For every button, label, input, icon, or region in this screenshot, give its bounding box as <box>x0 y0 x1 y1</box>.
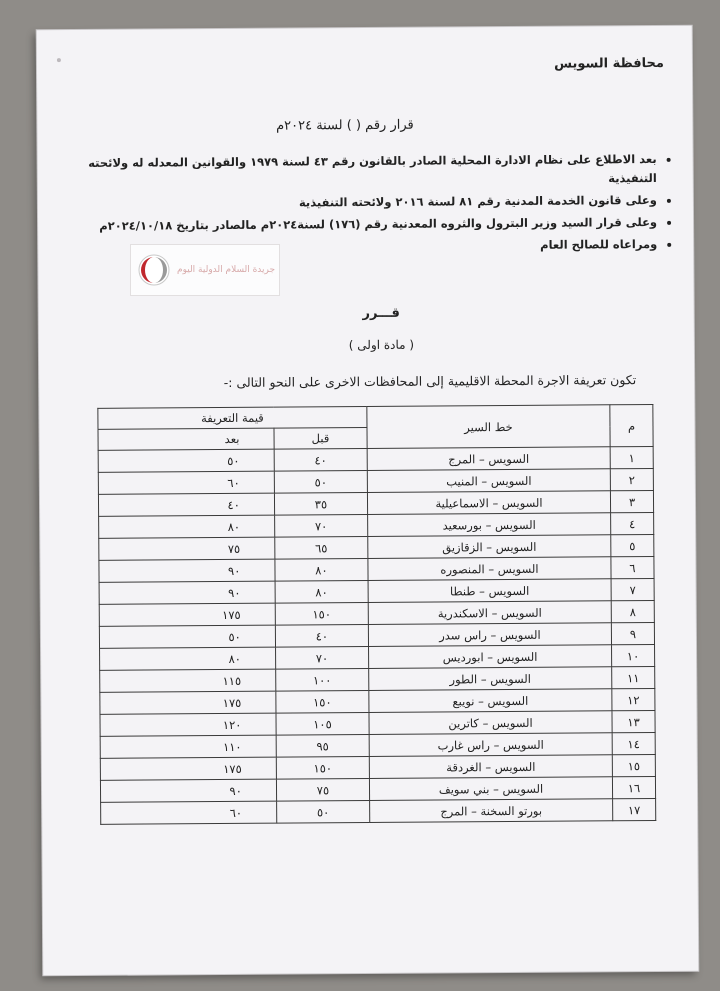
fare-after-cell: ٨٠ <box>100 647 276 670</box>
fare-before-cell: ١٥٠ <box>276 690 369 713</box>
col-header-before: قبل <box>274 428 367 450</box>
col-header-after: بعد <box>98 428 274 450</box>
row-number-cell: ١٥ <box>612 754 655 776</box>
fare-after-cell: ٥٠ <box>98 449 274 472</box>
fare-before-cell: ١٥٠ <box>276 756 369 779</box>
row-number-cell: ٢ <box>610 469 653 491</box>
route-cell: السويس – الطور <box>369 667 612 691</box>
fare-after-cell: ٦٠ <box>98 471 274 494</box>
row-number-cell: ٩ <box>611 623 654 645</box>
fare-before-cell: ٩٥ <box>276 734 369 757</box>
fare-before-cell: ١٠٠ <box>276 668 369 691</box>
fare-after-cell: ٩٠ <box>99 559 275 582</box>
fare-after-cell: ٨٠ <box>99 515 275 538</box>
fare-before-cell: ١٥٠ <box>275 602 368 625</box>
fare-after-cell: ١١٥ <box>100 669 276 692</box>
col-header-fare: قيمة التعريفة <box>98 407 367 430</box>
fare-before-cell: ٤٠ <box>274 449 367 472</box>
route-cell: السويس – المنصوره <box>368 557 611 581</box>
route-cell: بورتو السخنة – المرج <box>370 799 613 823</box>
route-cell: السويس – بورسعيد <box>368 513 611 537</box>
fare-after-cell: ٩٠ <box>100 779 276 802</box>
news-logo-icon <box>137 253 171 287</box>
route-cell: السويس – بني سويف <box>369 777 612 801</box>
fare-before-cell: ٦٥ <box>275 536 368 559</box>
col-header-route: خط السير <box>367 405 610 449</box>
fare-before-cell: ٧٠ <box>275 646 368 669</box>
route-cell: السويس – نويبع <box>369 689 612 713</box>
fare-table <box>97 404 656 825</box>
preamble-item: • ومراعاه للصالح العام <box>68 235 657 258</box>
row-number-cell: ١١ <box>612 666 655 688</box>
fare-after-cell: ١٧٥ <box>100 757 276 780</box>
route-cell: السويس – كاترين <box>369 711 612 735</box>
fare-after-cell: ١٢٠ <box>100 713 276 736</box>
fare-after-cell: ٩٠ <box>99 581 275 604</box>
row-number-cell: ١ <box>610 447 653 469</box>
route-cell: السويس – الزقازيق <box>368 535 611 559</box>
document-body <box>37 26 699 976</box>
row-number-cell: ١٠ <box>612 644 655 666</box>
route-cell: السويس – طنطا <box>368 579 611 603</box>
governorate-heading: محافظة السويس <box>554 55 665 72</box>
route-cell: السويس – المرج <box>367 447 610 471</box>
row-number-cell: ٤ <box>611 513 654 535</box>
document-paper <box>37 26 699 976</box>
fare-after-cell: ١٧٥ <box>100 691 276 714</box>
decree-title: قرار رقم ( ) لسنة ٢٠٢٤م <box>275 117 414 134</box>
article-heading: ( مادة اولى ) <box>348 337 415 353</box>
col-header-num: م <box>610 405 653 447</box>
fare-before-cell: ٥٠ <box>276 800 369 823</box>
table-header-row <box>98 405 653 430</box>
row-number-cell: ١٦ <box>612 776 655 798</box>
row-number-cell: ٣ <box>610 491 653 513</box>
fare-after-cell: ٦٠ <box>101 801 277 824</box>
route-cell: السويس – راس غارب <box>369 733 612 757</box>
row-number-cell: ١٢ <box>612 688 655 710</box>
decided-heading: قـــرر <box>362 305 400 322</box>
fare-before-cell: ٧٠ <box>274 514 367 537</box>
route-cell: السويس – ابورديس <box>369 645 612 669</box>
watermark-text: جريدة السلام الدولية اليوم <box>177 265 276 275</box>
preamble-item: • وعلى قرار السيد وزير البترول والثروه المعدنية رقم (١٧٦) لسنة٢٠٢٤م مالصادر بتاريخ ٢٠٢٤/١٠/١٨م <box>68 213 657 236</box>
row-number-cell: ١٤ <box>612 732 655 754</box>
fare-before-cell: ٨٠ <box>275 580 368 603</box>
row-number-cell: ١٧ <box>613 798 656 820</box>
fare-before-cell: ٥٠ <box>274 471 367 494</box>
preamble-item: • وعلى قانون الخدمة المدنية رقم ٨١ لسنة ٢٠١٦ ولائحته التنفيذية <box>68 191 657 214</box>
row-number-cell: ٧ <box>611 579 654 601</box>
fare-before-cell: ١٠٥ <box>276 712 369 735</box>
route-cell: السويس – الاسكندرية <box>368 601 611 625</box>
fare-before-cell: ٧٥ <box>276 778 369 801</box>
fare-before-cell: ٣٥ <box>274 493 367 516</box>
news-watermark <box>130 244 280 296</box>
fare-before-cell: ٤٠ <box>275 624 368 647</box>
fare-after-cell: ٧٥ <box>99 537 275 560</box>
fare-after-cell: ١١٠ <box>100 735 276 758</box>
preamble-item: • بعد الاطلاع على نظام الادارة المحلية الصادر بالقانون رقم ٤٣ لسنة ١٩٧٩ والقوانين المعدله له ولائحته التنفيذية <box>68 150 657 192</box>
fare-after-cell: ٤٠ <box>98 493 274 516</box>
row-number-cell: ٦ <box>611 557 654 579</box>
fare-table-body <box>98 447 656 825</box>
fare-intro-text: تكون تعريفة الاجرة المحطة الاقليمية إلى المحافظات الاخرى على النحو التالى :- <box>223 372 637 391</box>
route-cell: السويس – راس سدر <box>368 623 611 647</box>
fare-after-cell: ٥٠ <box>99 625 275 648</box>
route-cell: السويس – الاسماعيلية <box>367 491 610 515</box>
fare-before-cell: ٨٠ <box>275 558 368 581</box>
fare-after-cell: ١٧٥ <box>99 603 275 626</box>
row-number-cell: ٨ <box>611 601 654 623</box>
route-cell: السويس – المنيب <box>367 469 610 493</box>
table-row <box>101 798 656 824</box>
route-cell: السويس – الغردقة <box>369 755 612 779</box>
row-number-cell: ٥ <box>611 535 654 557</box>
row-number-cell: ١٣ <box>612 710 655 732</box>
